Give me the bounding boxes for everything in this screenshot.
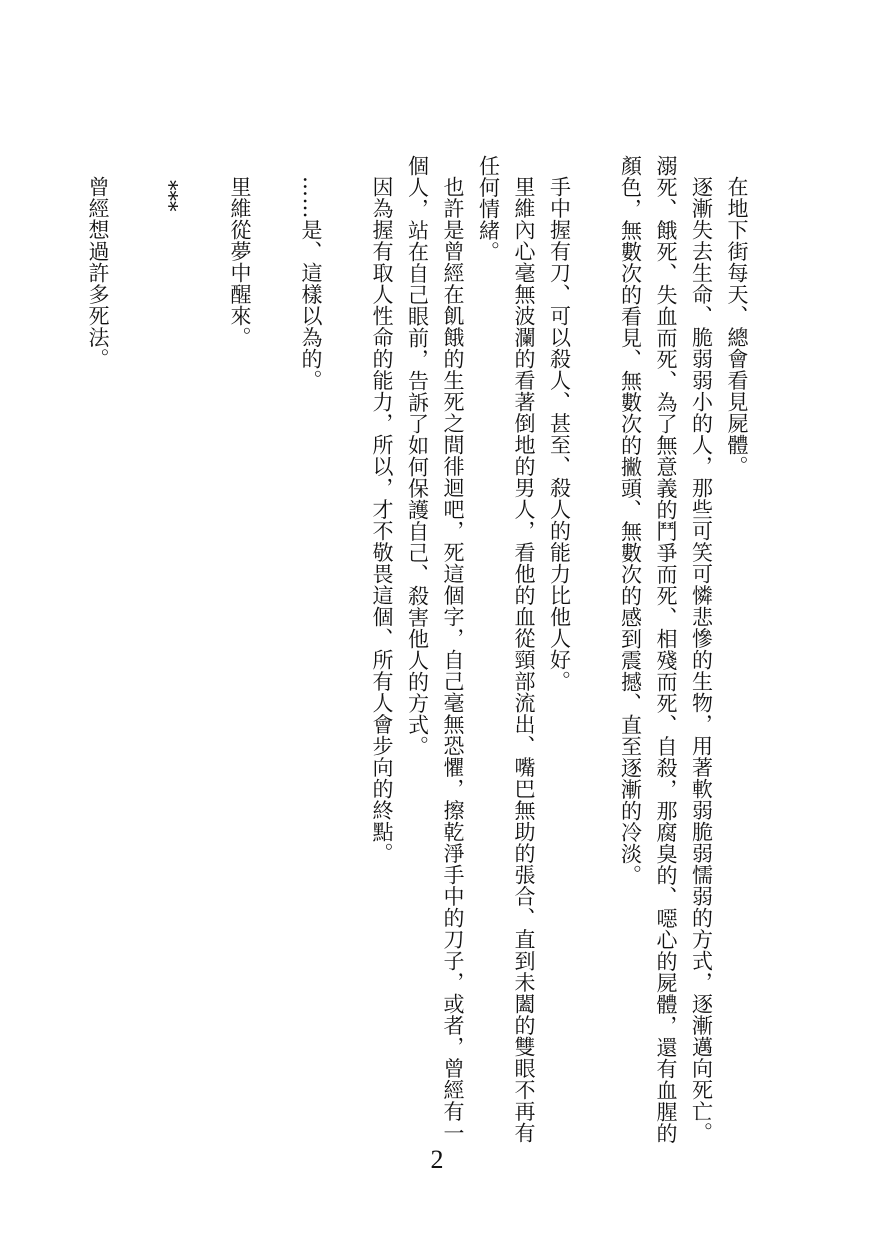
paragraph-6: 因為握有取人性命的能力，所以，才不敬畏這個、所有人會步向的終點。 (370, 176, 394, 864)
page-number: 2 (430, 1145, 444, 1174)
paragraph-3: 手中握有刀、可以殺人、甚至、殺人的能力比他人好。 (547, 176, 572, 692)
blank-line (577, 155, 613, 1155)
paragraph-9: 曾經想過許多死法。 (86, 176, 110, 370)
paragraph-5: 也許是曾經在飢餓的生死之間徘迴吧，死這個字，自己毫無恐懼，擦乾淨手中的刀子，或者，曾經有一個人，站在自己眼前，告訴了如何保護自己、殺害他人的方式。 (405, 155, 465, 1144)
blank-line (186, 155, 222, 1155)
blank-line (328, 155, 364, 1155)
blank-line (257, 155, 293, 1155)
paragraph-4: 里維內心毫無波瀾的看著倒地的男人，看他的血從頸部流出、嘴巴無助的張合、直到未闔的雙眼不再有任何情緒。 (476, 155, 536, 1144)
blank-line (115, 155, 151, 1155)
vertical-text-body (80, 155, 755, 1155)
paragraph-8: 里維從夢中醒來。 (228, 176, 252, 348)
paragraph-2: 逐漸失去生命、脆弱弱小的人，那些可笑可憐悲慘的生物，用著軟弱脆弱懦弱的方式，逐漸邁向死亡。溺死、餓死、失血而死、為了無意義的鬥爭而死、相殘而死、自殺，那腐臭的、噁心的屍體，還有血腥的顏色，無數次的看見、無數次的撇頭、無數次的感到震撼、直至逐漸的冷淡。 (618, 155, 714, 1144)
scene-break: *** (157, 180, 181, 212)
paragraph-1: 在地下街每天、總會看見屍體。 (725, 176, 749, 477)
paragraph-7: ……是、這樣以為的。 (299, 176, 323, 391)
